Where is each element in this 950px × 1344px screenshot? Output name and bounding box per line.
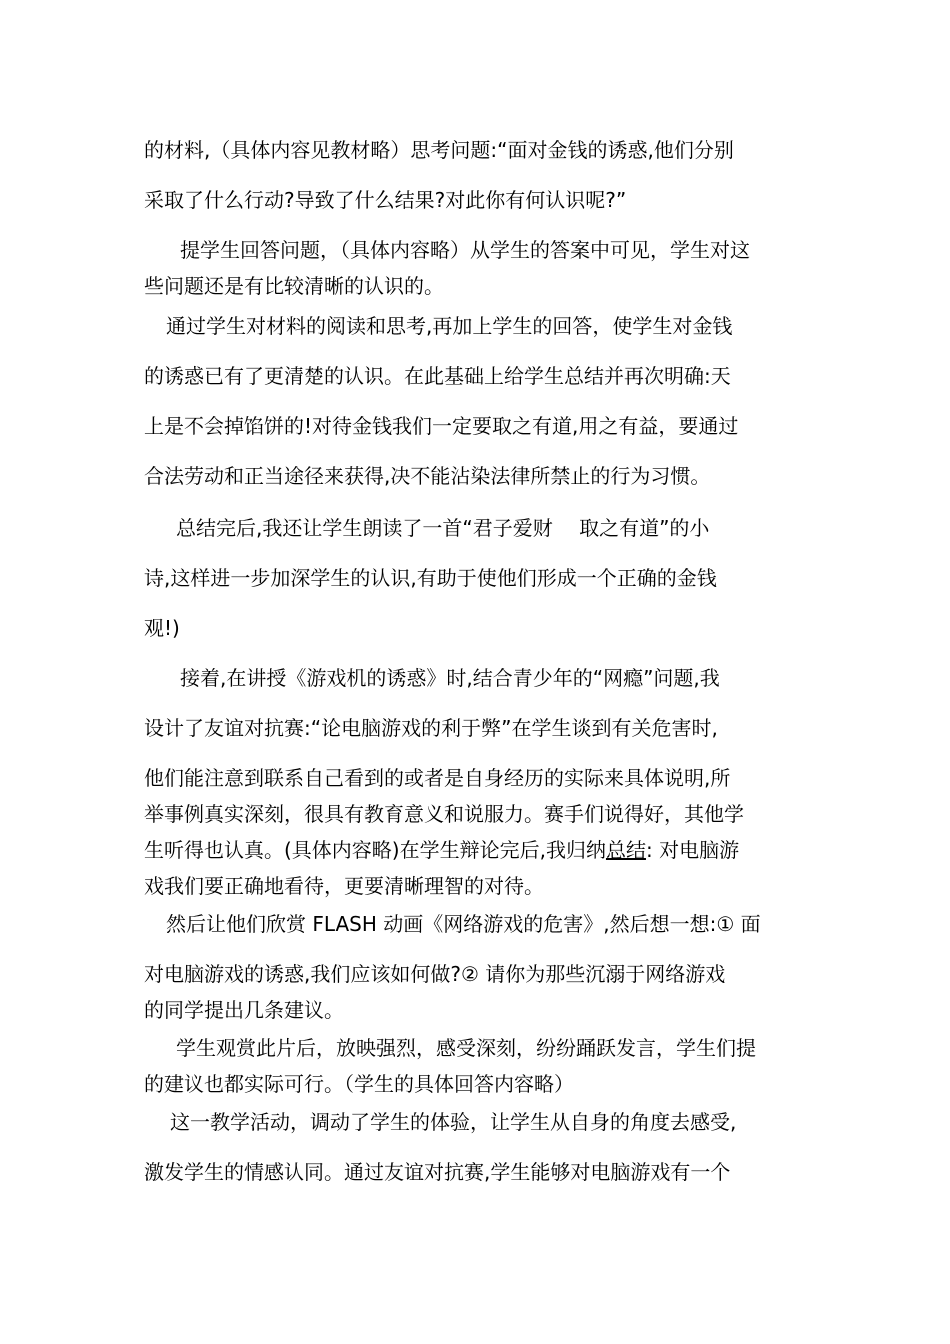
text-line-13: 设计了友谊对抗赛:“论电脑游戏的利于弊”在学生谈到有关危害时, <box>144 716 718 740</box>
text-line-16-end: : 对电脑游 <box>645 838 740 862</box>
text-line-17: 戏我们要正确地看待，更要清晰理智的对待。 <box>144 874 544 898</box>
text-line-22: 的建议也都实际可行。（学生的具体回答内容略） <box>144 1072 574 1096</box>
text-line-8: 合法劳动和正当途径来获得,决不能沾染法律所禁止的行为习惯。 <box>144 464 711 488</box>
text-line-11: 观!) <box>144 616 180 640</box>
text-line-20: 的同学提出几条建议。 <box>144 998 344 1022</box>
text-line-9: 总结完后,我还让学生朗读了一首“君子爱财 取之有道”的小 <box>176 516 710 540</box>
text-line-19: 对电脑游戏的诱惑,我们应该如何做?② 请你为那些沉溺于网络游戏 <box>144 962 726 986</box>
text-line-1: 的材料,（具体内容见教材略）思考问题:“面对金钱的诱惑,他们分别 <box>144 138 734 162</box>
text-line-7: 上是不会掉馅饼的!对待金钱我们一定要取之有道,用之有益，要通过 <box>144 414 739 438</box>
text-line-16-start: 生听得也认真。(具体内容略)在学生辩论完后,我归纳 <box>144 838 606 862</box>
text-line-16 <box>144 836 950 864</box>
text-line-15: 举事例真实深刻，很具有教育意义和说服力。赛手们说得好，其他学 <box>144 802 744 826</box>
text-line-3: 提学生回答问题，（具体内容略）从学生的答案中可见，学生对这 <box>180 238 750 262</box>
underlined-summary: 总结 <box>605 838 646 862</box>
text-line-18: 然后让他们欣赏 FLASH 动画《网络游戏的危害》,然后想一想:① 面 <box>166 912 761 936</box>
text-line-10: 诗,这样进一步加深学生的认识,有助于使他们形成一个正确的金钱 <box>144 566 717 590</box>
text-line-12: 接着,在讲授《游戏机的诱惑》时,结合青少年的“网瘾”问题,我 <box>180 666 720 690</box>
text-line-5: 通过学生对材料的阅读和思考,再加上学生的回答，使学生对金钱 <box>166 314 733 338</box>
text-line-21: 学生观赏此片后，放映强烈，感受深刻，纷纷踊跃发言，学生们提 <box>176 1036 756 1060</box>
text-line-2: 采取了什么行动?导致了什么结果?对此你有何认识呢?” <box>144 188 627 212</box>
text-line-24: 激发学生的情感认同。通过友谊对抗赛,学生能够对电脑游戏有一个 <box>144 1160 731 1184</box>
text-line-14: 他们能注意到联系自己看到的或者是自身经历的实际来具体说明,所 <box>144 766 731 790</box>
text-line-23: 这一教学活动，调动了学生的体验，让学生从自身的角度去感受, <box>170 1110 737 1134</box>
text-line-6: 的诱惑已有了更清楚的认识。在此基础上给学生总结并再次明确:天 <box>144 364 731 388</box>
text-line-4: 些问题还是有比较清晰的认识的。 <box>144 274 444 298</box>
